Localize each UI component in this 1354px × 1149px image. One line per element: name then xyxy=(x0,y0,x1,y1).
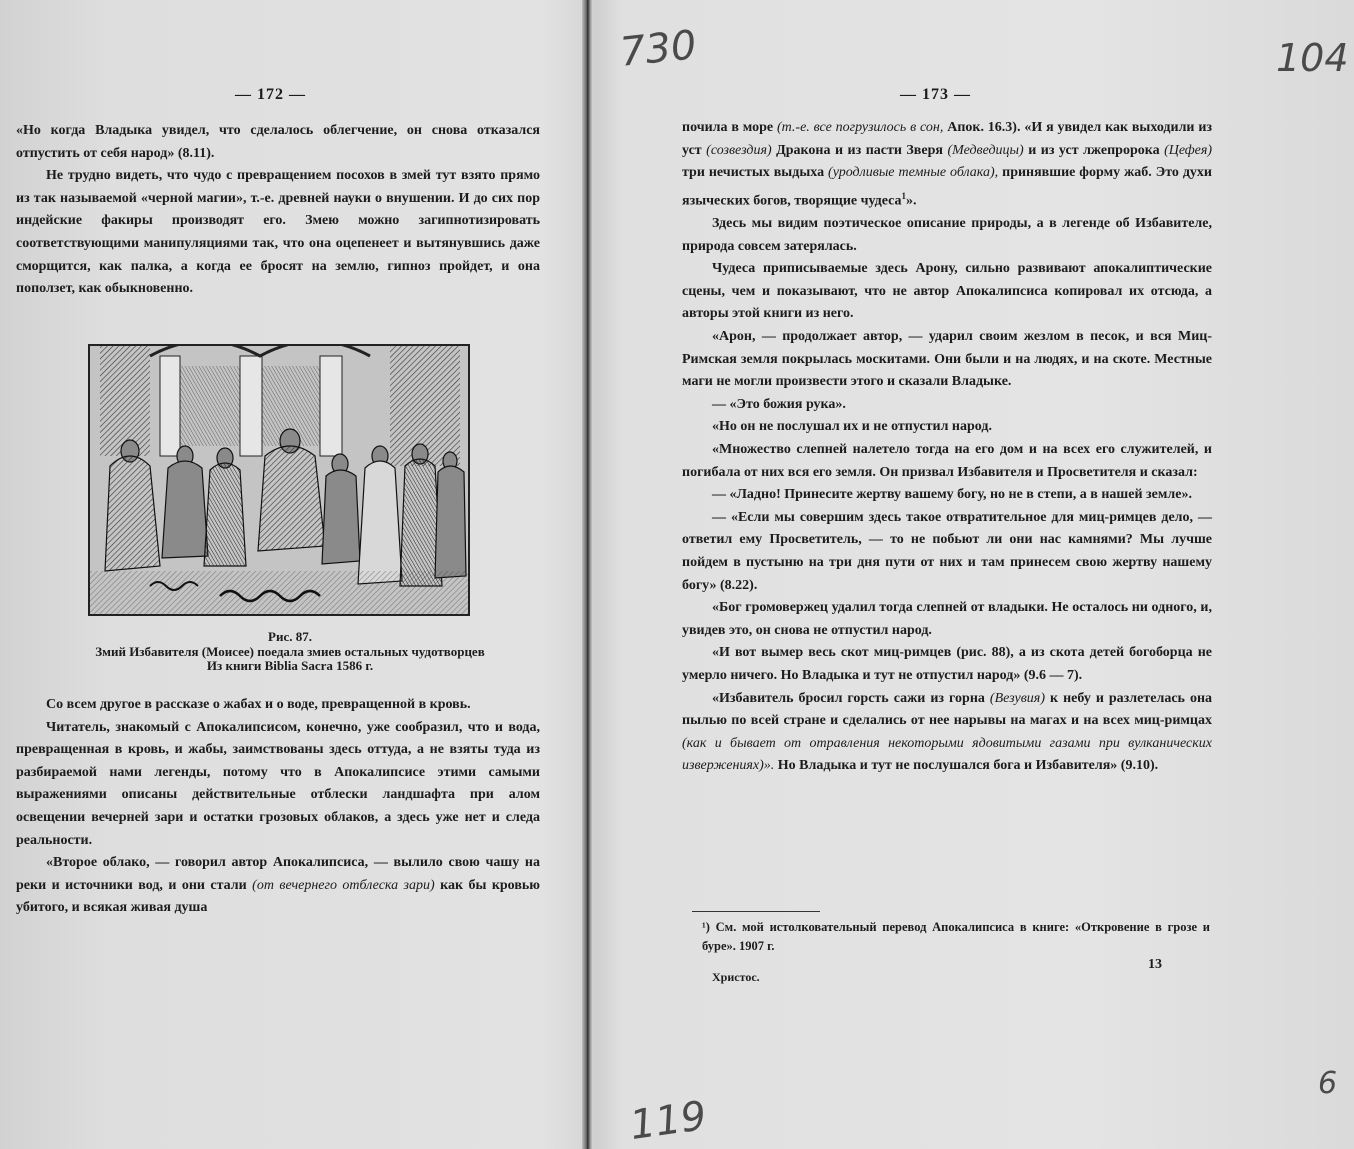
text-run: Но Владыка и тут не послушался бога и Избавителя» (9.10). xyxy=(777,758,1159,774)
caption-line: Змий Избавителя (Моисее) поедала змиев остальных чудотворцев xyxy=(95,643,485,659)
italic-run: (созвездия) xyxy=(706,142,772,158)
handwritten-note: 104 xyxy=(1276,36,1349,80)
text-run: ». xyxy=(905,193,917,209)
footnote-reference: 1 xyxy=(901,190,906,201)
left-page xyxy=(10,0,570,1149)
paragraph: «Но когда Владыка увидел, что сделалось облегчение, он снова отказался отпустить от себя народ» (8.11). xyxy=(16,123,540,161)
italic-run: (от вечернего отблеска зари) xyxy=(252,877,435,893)
text-run: почила в море xyxy=(682,120,774,135)
handwritten-note: 730 xyxy=(617,22,699,76)
text-run: как бы кровью убитого, и всякая живая душа xyxy=(16,877,540,916)
italic-run: (уродливые темные облака), xyxy=(828,165,999,181)
paragraph: «И вот вымер весь скот миц-римцев (рис. 88), а из скота детей богоборца не умерло ничего. Но Владыка и тут не отпустил народ» (9.6 — 7). xyxy=(682,645,1212,683)
paragraph xyxy=(682,117,1212,213)
right-main-text xyxy=(682,117,1212,778)
italic-run: (Цефея) xyxy=(1164,142,1213,158)
paragraph: — «Ладно! Принесите жертву вашему богу, но не в степи, а в нашей земле». xyxy=(712,487,1192,503)
text-run: и из уст лжепророка xyxy=(1028,142,1160,158)
engraving-illustration xyxy=(88,344,470,616)
signature-mark: 13 xyxy=(1148,957,1162,972)
left-bottom-text xyxy=(16,694,540,920)
paragraph: «Множество слепней налетело тогда на его дом и на всех его служителей, и погибала от них вся его земля. Он призвал Избавителя и Просветителя и сказал: xyxy=(682,441,1212,480)
paragraph: «Арон, — продолжает автор, — ударил своим жезлом в песок, и вся Миц-Римская земля покрылась москитами. Они были и на людях, и на скоте. Местные маги не могли произвести этого и сказали Владыке. xyxy=(682,329,1212,390)
caption-line: Из книги Biblia Sacra 1586 г. xyxy=(206,658,374,673)
page-number: — 173 — xyxy=(900,86,971,103)
book-gutter xyxy=(582,0,592,1149)
text-run: принявшие форму жаб. Это духи языческих богов, творящие чудеса xyxy=(682,165,1212,209)
text-run: Дракона и из пасти Зверя xyxy=(776,142,943,158)
italic-run: (Медведицы) xyxy=(947,142,1024,158)
paragraph xyxy=(16,852,540,920)
engraving-image xyxy=(90,346,468,614)
footnote: ¹) См. мой истолковательный перевод Апокалипсиса в книге: «Откровение в грозе и буре». 1907 г. xyxy=(702,920,1210,953)
paragraph: Со всем другое в рассказе о жабах и о воде, превращенной в кровь. xyxy=(46,697,471,712)
paragraph: — «Это божия рука». xyxy=(712,396,846,412)
paragraph: Здесь мы видим поэтическое описание природы, а в легенде об Избавителе, природа совсем затерялась. xyxy=(682,216,1212,254)
text-run: «И я увидел как выходили из уст xyxy=(682,120,1213,158)
handwritten-note: 119 xyxy=(627,1092,710,1149)
paragraph: — «Если мы совершим здесь такое отвратительное для миц-римцев дело, — ответил ему Просветитель, — то не побьют ли они нас камнями? Мы лучше пойдем в пустыню на три дня пути от них и там принесем свою жертву нашему богу» (8.22). xyxy=(682,509,1212,593)
text-run: три нечистых выдыха xyxy=(682,165,825,181)
caption-line: Рис. 87. xyxy=(268,629,312,644)
text-run: к небу и разлетелась она пылью по всей стране и сделались от нее нарывы на магах и на всех миц-римцах xyxy=(682,690,1213,729)
italic-run: (Везувия) xyxy=(989,690,1045,706)
footnote-divider xyxy=(692,911,820,912)
figure-caption xyxy=(20,630,560,674)
signature-label: Христос. xyxy=(712,970,760,984)
text-run: Апок. 16.3). xyxy=(947,120,1021,135)
left-top-text xyxy=(16,120,540,301)
paragraph: Не трудно видеть, что чудо с превращением посохов в змей тут взято прямо из так называемой «черной магии», т.-е. древней науки о внушении. И до сих пор индейские факиры производят его. Змею можно загипнотизировать соответствующими манипуляциями так, что она оцепенеет и вытянувшись даже сморщится, как палка, а когда ее бросят на землю, гипноз пройдет, и она поползет, как обыкновенно. xyxy=(16,168,540,297)
italic-run: (т.-е. все погрузилось в сон, xyxy=(776,120,944,135)
paragraph xyxy=(682,688,1212,778)
paragraph: Чудеса приписываемые здесь Арону, сильно развивают апокалиптические сцены, чем и показывают, что не автор Апокалипсиса копировал их отсюда, а авторы этой книги из него. xyxy=(682,261,1212,322)
handwritten-note: 6 xyxy=(1318,1066,1338,1101)
italic-run: (как и бывает от отравления некоторыми ядовитыми газами при вулканических извержениях)». xyxy=(682,735,1212,774)
paragraph: Читатель, знакомый с Апокалипсисом, конечно, уже сообразил, что и вода, превращенная в кровь, и жабы, заимствованы здесь оттуда, а не взяты туда из разбираемой нами легенды, потому что в Апокалипсисе этими самыми выражениями описаны действительные отблески ландшафта при алом освещении вечерней зари и остатки грозовых облаков, а здесь уже нет и следа реальности. xyxy=(16,719,540,848)
text-run: «Второе облако, — говорил автор Апокалипсиса, — вылило свою чашу на реки и источники вод, и они стали xyxy=(16,855,540,893)
page-number: — 172 — xyxy=(235,86,306,103)
paragraph: «Бог громовержец удалил тогда слепней от владыки. Не осталось ни одного, и, увидев это, он снова не отпустил народ. xyxy=(682,600,1212,638)
paragraph: «Но он не послушал их и не отпустил народ. xyxy=(712,419,992,435)
text-run: «Избавитель бросил горсть сажи из горна xyxy=(712,690,985,706)
right-page xyxy=(600,0,1345,1149)
